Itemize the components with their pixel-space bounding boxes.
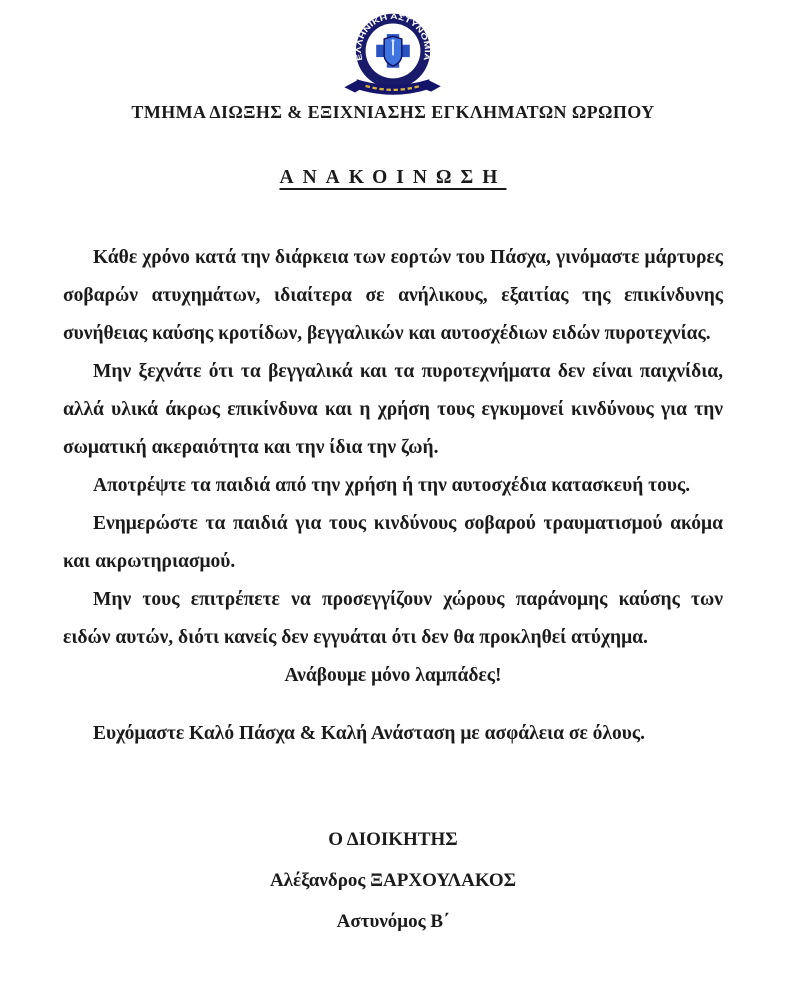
paragraph-easter-accidents: Κάθε χρόνο κατά την διάρκεια των εορτών του Πάσχα, γινόμαστε μάρτυρες σοβαρών ατυχημάτων, ιδιαίτερα σε ανήλικους, εξαιτίας της επικίνδυνης συνήθειας καύσης κροτίδων, βεγγαλικών και αυτοσχέδιων ειδών πυροτεχνίας. xyxy=(63,247,723,344)
announcement-body xyxy=(63,239,723,753)
emblem-shield xyxy=(384,36,402,66)
slogan-line: Ανάβουμε μόνο λαμπάδες! xyxy=(284,665,502,686)
paragraph-no-approach: Μην τους επιτρέπετε να προσεγγίζουν χώρους παράνομης καύσης των ειδών αυτών, διότι κανείς δεν εγγυάται ότι δεν θα προκληθεί ατύχημα. xyxy=(63,589,723,648)
paragraph-not-toys: Μην ξεχνάτε ότι τα βεγγαλικά και τα πυροτεχνήματα δεν είναι παιχνίδια, αλλά υλικά άκρως επικίνδυνα και η χρήση τους εγκυμονεί κινδύνους για την σωματική ακεραιότητα και την ίδια την ζωή. xyxy=(63,361,723,458)
announcement-title: ΑΝΑΚΟΙΝΩΣΗ xyxy=(279,167,507,188)
paragraph-inform-children: Ενημερώστε τα παιδιά για τους κινδύνους σοβαρού τραυματισμού ακόμα και ακρωτηριασμού. xyxy=(63,513,723,572)
closing-wishes: Ευχόμαστε Καλό Πάσχα & Καλή Ανάσταση με ασφάλεια σε όλους. xyxy=(93,723,645,744)
hellenic-police-emblem-icon xyxy=(337,12,449,104)
department-header: ΤΜΗΜΑ ΔΙΩΞΗΣ & ΕΞΙΧΝΙΑΣΗΣ ΕΓΚΛΗΜΑΤΩΝ ΩΡΩΠΟΥ xyxy=(131,102,655,122)
signature-rank: Αστυνόμος Β΄ xyxy=(336,911,450,932)
document-logo-area xyxy=(63,12,723,100)
paragraph-prevent-children: Αποτρέψτε τα παιδιά από την χρήση ή την αυτοσχέδια κατασκευή τους. xyxy=(93,475,691,496)
signature-block xyxy=(63,829,723,933)
emblem-ring-text: ΕΛΛΗΝΙΚΗ ΑΣΤΥΝΟΜΙΑ xyxy=(354,12,432,62)
signature-name: Αλέξανδρος ΞΑΡΧΟΥΛΑΚΟΣ xyxy=(269,870,517,891)
signature-role: Ο ΔΙΟΙΚΗΤΗΣ xyxy=(328,829,458,850)
